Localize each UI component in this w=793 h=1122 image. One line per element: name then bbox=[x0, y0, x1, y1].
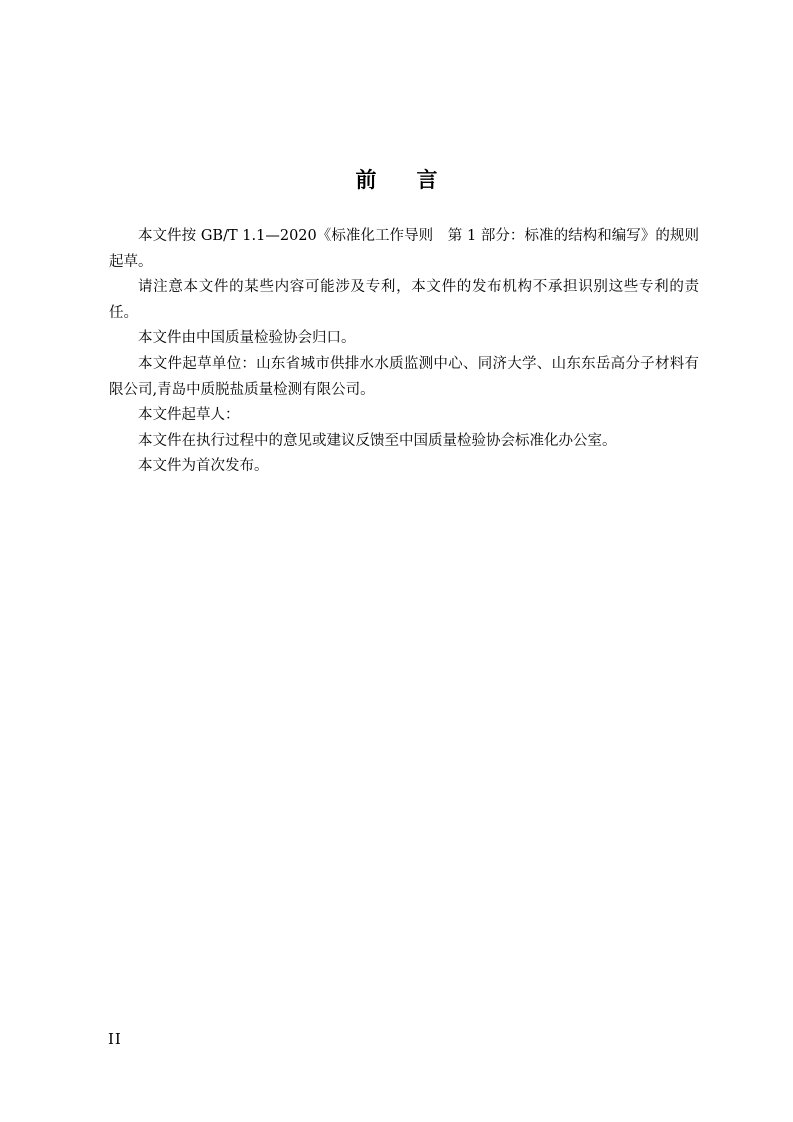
paragraph-patent-notice: 请注意本文件的某些内容可能涉及专利，本文件的发布机构不承担识别这些专利的责任。 bbox=[109, 279, 699, 321]
paragraph-drafting-units: 本文件起草单位：山东省城市供排水水质监测中心、同济大学、山东东岳高分子材料有限公司,青岛中质脱盐质量检测有限公司。 bbox=[109, 355, 699, 398]
paragraph-first-release: 本文件为首次发布。 bbox=[138, 458, 269, 475]
paragraph-feedback: 本文件在执行过程中的意见或建议反馈至中国质量检验协会标准化办公室。 bbox=[138, 432, 617, 449]
page-number: II bbox=[108, 1030, 122, 1048]
preface-body bbox=[109, 224, 699, 480]
page-title: 前言 bbox=[355, 167, 478, 192]
paragraph-drafting-rules: 本文件按 GB/T 1.1—2020《标准化工作导则 第 1 部分：标准的结构和编写》的规则起草。 bbox=[109, 228, 699, 270]
paragraph-drafters: 本文件起草人： bbox=[138, 407, 240, 424]
paragraph-responsible-body: 本文件由中国质量检验协会归口。 bbox=[138, 330, 356, 347]
